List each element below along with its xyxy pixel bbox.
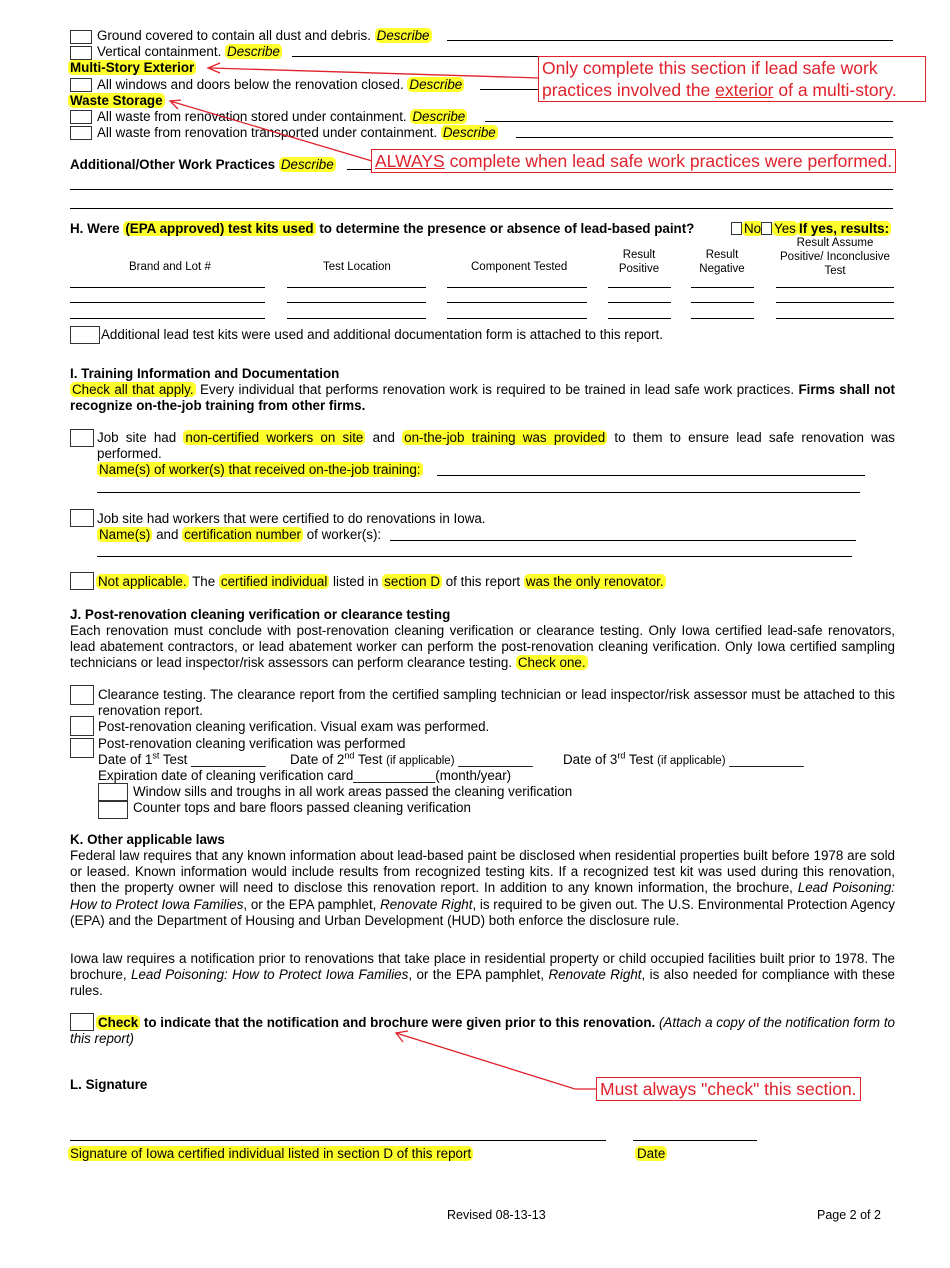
- section-i-intro: Check all that apply. Every individual that performs renovation work is required to be trained in lead safe work practices. Firms shall not recognize on-the-job training from other firms.: [70, 382, 895, 414]
- callout-exterior-box: [538, 56, 926, 102]
- multi-story-heading: Multi-Story Exterior: [70, 60, 195, 75]
- section-i-heading: I. Training Information and Documentation: [70, 366, 340, 381]
- col-brand-lot: Brand and Lot #: [129, 261, 211, 273]
- cleaning-verification-label: Post-renovation cleaning verification was performed: [98, 736, 406, 751]
- test-row-line[interactable]: [608, 287, 671, 288]
- describe-label: Describe: [280, 157, 334, 172]
- additional-kits-label: Additional lead test kits were used and additional documentation form is attached to this report.: [101, 327, 663, 342]
- waste-storage-heading: Waste Storage: [70, 93, 163, 108]
- certified-names-line-2[interactable]: [97, 556, 852, 557]
- certified-workers-checkbox[interactable]: [70, 509, 94, 527]
- page-number: Page 2 of 2: [817, 1208, 881, 1222]
- first-test-date-field[interactable]: Date of 1st Test __________: [98, 750, 266, 767]
- test-row-line[interactable]: [287, 318, 426, 319]
- date-label: Date: [637, 1146, 666, 1161]
- test-kit-no-checkbox[interactable]: [731, 222, 742, 235]
- test-kit-no-label: No: [744, 221, 762, 236]
- ojt-checkbox[interactable]: [70, 429, 94, 447]
- federal-law-paragraph: Federal law requires that any known information about lead-based paint be disclosed when residential properties built before 1978 are sold or leased. Known information would include results from recognized testing kits. If a recognized test kit was used during this renovation, then the property owner will need to disclose this renovation report. In addition to any known information, the brochure, Lead Poisoning: How to Protect Iowa Families, or the EPA pamphlet, Renovate Right, is required to be given out. The U.S. Environmental Protection Agency (EPA) and the Department of Housing and Urban Development (HUD) both enforce the disclosure rule.: [70, 848, 895, 928]
- test-row-line[interactable]: [70, 287, 265, 288]
- test-row-line[interactable]: [776, 287, 894, 288]
- not-applicable-checkbox[interactable]: [70, 572, 94, 590]
- windows-closed-label: All windows and doors below the renovation closed.: [97, 77, 404, 92]
- callout-exterior-line1: Only complete this section if lead safe work: [542, 58, 878, 78]
- test-kit-yes-label: Yes: [774, 221, 796, 236]
- callout-always-box: [371, 149, 896, 173]
- test-row-line[interactable]: [691, 287, 754, 288]
- certified-workers-label: Job site had workers that were certified to do renovations in Iowa.: [97, 511, 486, 526]
- test-row-line[interactable]: [447, 318, 587, 319]
- describe-label: Describe: [442, 125, 496, 140]
- ojt-names-label: Name(s) of worker(s) that received on-the-job training:: [99, 462, 421, 477]
- callout-always-emphasis: ALWAYS: [375, 151, 445, 171]
- visual-exam-checkbox[interactable]: [70, 716, 94, 736]
- iowa-law-paragraph: Iowa law requires a notification prior to renovations that take place in residential property or child occupied facilities built prior to 1978. The brochure, Lead Poisoning: How to Protect Iowa Families, or the EPA pamphlet, Renovate Right, is also needed for compliance with these rules.: [70, 951, 895, 999]
- expiration-date-field[interactable]: Expiration date of cleaning verification card___________(month/year): [98, 768, 512, 783]
- col-result-inconclusive: Result Assume Positive/ Inconclusive Test: [780, 237, 890, 277]
- describe-label: Describe: [227, 44, 280, 59]
- ojt-statement: Job site had non-certified workers on site and on-the-job training was provided to them to ensure lead safe renovation was performed.: [97, 430, 895, 462]
- test-row-line[interactable]: [608, 318, 671, 319]
- section-j-heading: J. Post-renovation cleaning verification or clearance testing: [70, 607, 451, 622]
- vertical-containment-label: Vertical containment.: [97, 44, 222, 59]
- test-row-line[interactable]: [776, 302, 894, 303]
- describe-label: Describe: [409, 77, 463, 92]
- test-row-line[interactable]: [447, 287, 587, 288]
- section-h-question: H. Were (EPA approved) test kits used to determine the presence or absence of lead-based paint?: [70, 221, 695, 236]
- test-row-line[interactable]: [691, 318, 754, 319]
- third-test-date-field[interactable]: Date of 3rd Test (if applicable) __________: [563, 750, 804, 767]
- date-line[interactable]: [633, 1140, 757, 1141]
- test-row-line[interactable]: [776, 318, 894, 319]
- callout-arrow-check-line: [396, 1033, 597, 1089]
- certified-names-row: Name(s) and certification number of worker(s):: [99, 527, 382, 542]
- certified-names-line[interactable]: [390, 540, 856, 541]
- ojt-names-line-2[interactable]: [97, 492, 860, 493]
- describe-label: Describe: [376, 28, 430, 43]
- additional-kits-checkbox[interactable]: [70, 326, 100, 344]
- second-test-date-field[interactable]: Date of 2nd Test (if applicable) __________: [290, 750, 533, 767]
- waste-stored-label: All waste from renovation stored under containment.: [97, 109, 407, 124]
- callout-must-check-box: Must always "check" this section.: [596, 1077, 861, 1101]
- counter-tops-checkbox[interactable]: [98, 801, 128, 819]
- test-kit-yes-checkbox[interactable]: [761, 222, 772, 235]
- test-row-line[interactable]: [608, 302, 671, 303]
- ojt-names-line[interactable]: [437, 475, 865, 476]
- callout-exterior-line2: practices involved the exterior of a multi-story.: [542, 80, 897, 100]
- clearance-testing-label: Clearance testing. The clearance report from the certified sampling technician or lead inspector/risk assessor must be attached to this renovation report.: [98, 687, 895, 719]
- test-row-line[interactable]: [70, 318, 265, 319]
- callout-arrow-multistory: [210, 68, 540, 78]
- if-yes-results-label: If yes, results:: [799, 221, 890, 236]
- not-applicable-row: Not applicable. The certified individual listed in section D of this report was the only renovator.: [98, 574, 664, 589]
- window-sills-checkbox[interactable]: [98, 783, 128, 801]
- callout-arrow-waste-head: [170, 100, 181, 109]
- section-l-heading: L. Signature: [70, 1077, 148, 1092]
- section-j-intro: Each renovation must conclude with post-renovation cleaning verification or clearance testing. Only Iowa certified lead-safe renovators, lead abatement contractors, or lead abatement worker can perform the post-renovation cleaning verification. Only Iowa certified sampling technicians or lead inspector/risk assessors can perform clearance testing. Check one.: [70, 623, 895, 671]
- additional-practices-label: Additional/Other Work Practices: [70, 157, 276, 172]
- describe-label: Describe: [412, 109, 466, 124]
- window-sills-label: Window sills and troughs in all work areas passed the cleaning verification: [133, 784, 573, 799]
- col-result-negative: Result Negative: [699, 249, 745, 275]
- clearance-testing-checkbox[interactable]: [70, 685, 94, 705]
- ground-covered-label: Ground covered to contain all dust and debris.: [97, 28, 371, 43]
- test-row-line[interactable]: [447, 302, 587, 303]
- signature-label: Signature of Iowa certified individual listed in section D of this report: [70, 1146, 472, 1161]
- visual-exam-label: Post-renovation cleaning verification. Visual exam was performed.: [98, 719, 490, 734]
- col-component-tested: Component Tested: [471, 261, 568, 273]
- revised-date: Revised 08-13-13: [447, 1208, 546, 1222]
- test-row-line[interactable]: [70, 302, 265, 303]
- col-result-positive: Result Positive: [618, 249, 660, 275]
- col-test-location: Test Location: [323, 261, 391, 273]
- callout-arrow-waste: [170, 101, 372, 161]
- section-k-heading: K. Other applicable laws: [70, 832, 225, 847]
- waste-transported-label: All waste from renovation transported under containment.: [97, 125, 438, 140]
- test-row-line[interactable]: [287, 287, 426, 288]
- callout-always-text: complete when lead safe work practices were performed.: [444, 151, 893, 171]
- counter-tops-label: Counter tops and bare floors passed cleaning verification: [133, 800, 471, 815]
- notification-given-statement: Check to indicate that the notification and brochure were given prior to this renovation. (Attach a copy of the notification form to this report): [70, 1015, 895, 1047]
- cleaning-verification-checkbox[interactable]: [70, 738, 94, 758]
- test-row-line[interactable]: [287, 302, 426, 303]
- signature-line[interactable]: [70, 1140, 606, 1141]
- test-row-line[interactable]: [691, 302, 754, 303]
